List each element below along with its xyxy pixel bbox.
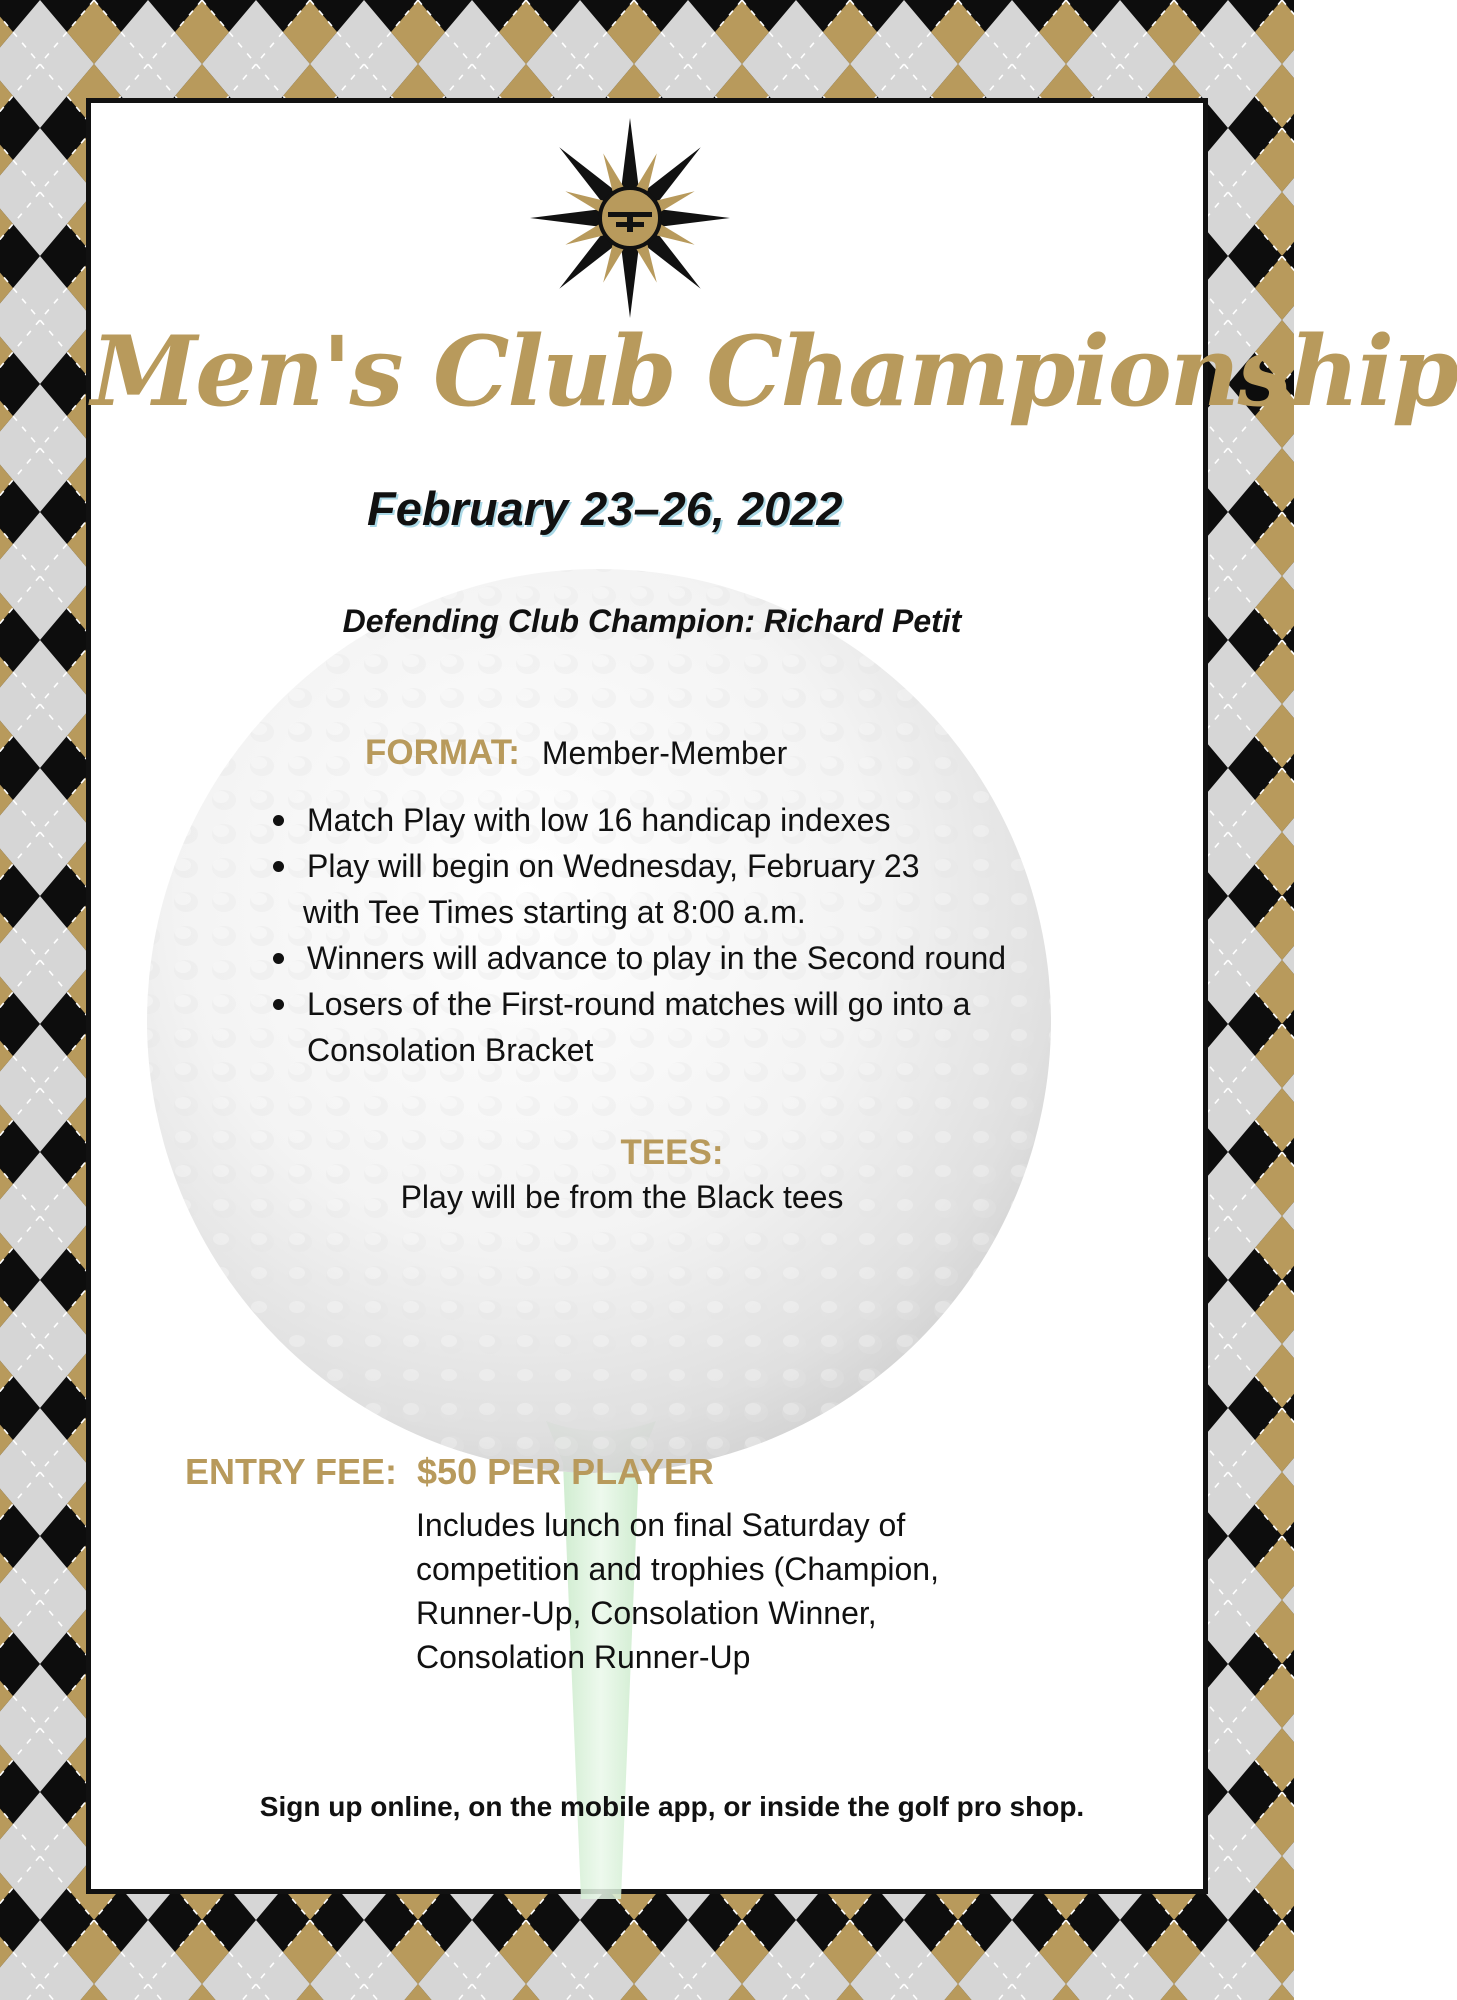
entry-fee-amount: $50 PER PLAYER <box>417 1451 714 1492</box>
list-item-continuation <box>267 1027 1167 1073</box>
fee-detail-line: competition and trophies (Champion, <box>416 1551 939 1587</box>
list-item-text: Match Play with low 16 handicap indexes <box>307 802 891 838</box>
bullet-dot <box>273 953 284 964</box>
entry-fee-row <box>185 1451 714 1493</box>
bullet-dot <box>273 999 284 1010</box>
entry-fee-details <box>416 1503 1056 1679</box>
list-item-text: Winners will advance to play in the Second round <box>307 940 1007 976</box>
content-panel <box>86 98 1457 1894</box>
format-bullets <box>267 797 1167 1073</box>
format-row <box>365 733 787 773</box>
bullet-dot <box>273 861 284 872</box>
tees-label: TEES: <box>620 1133 724 1172</box>
compass-star-sun-icon <box>525 113 735 323</box>
entry-fee-label: ENTRY FEE: <box>185 1451 398 1492</box>
list-item-continuation: with Tee Times starting at 8:00 a.m. <box>303 894 806 930</box>
format-label: FORMAT: <box>365 733 520 772</box>
list-item <box>267 843 1167 889</box>
fee-detail-line: Consolation Runner-Up <box>416 1639 751 1675</box>
fee-detail-line: Runner-Up, Consolation Winner, <box>416 1595 877 1631</box>
format-value: Member-Member <box>541 735 788 771</box>
defending-champion: Defending Club Champion: Richard Petit <box>342 603 962 639</box>
fee-detail-line: Includes lunch on final Saturday of <box>416 1507 906 1543</box>
list-item <box>267 981 1167 1027</box>
tees-value: Play will be from the Black tees <box>400 1179 844 1215</box>
page-title: Men's Club Championship <box>91 315 1457 428</box>
list-item-text: Losers of the First-round matches will go into a <box>307 986 971 1022</box>
event-date: February 23–26, 2022 <box>367 482 843 535</box>
signup-note: Sign up online, on the mobile app, or inside the golf pro shop. <box>259 1791 1085 1822</box>
list-item-text: Consolation Bracket <box>307 1032 594 1068</box>
list-item <box>267 797 1167 843</box>
list-item-text: Play will begin on Wednesday, February 23 <box>307 848 920 884</box>
list-item <box>267 935 1167 981</box>
bullet-dot <box>273 815 284 826</box>
